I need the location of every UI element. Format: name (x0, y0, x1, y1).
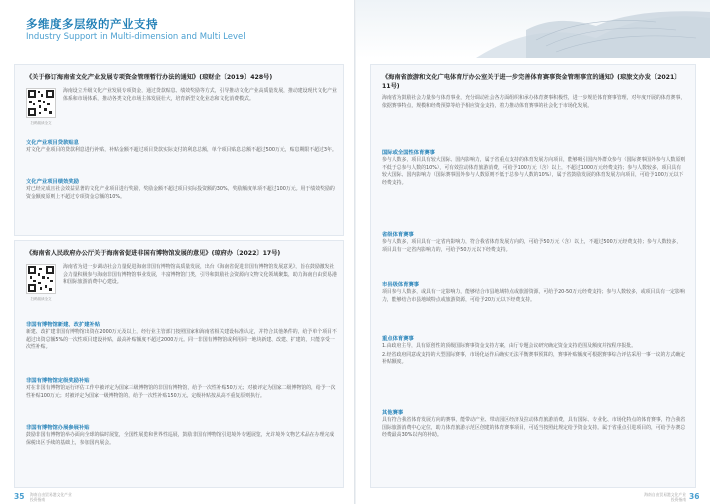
footer-label (626, 492, 686, 502)
section-text-provincial-events: 参与人数多，项目具有一定省内影响力，符合我省体育发展方向的，可给予50万元（含）以上，不超过500万元经费支持；参与人数较多，项目具有一定省内影响力的，可给予50万元以下经费支持。 (382, 239, 682, 253)
qr-caption: 扫码阅读全文 (30, 297, 52, 301)
section-heading-county-events: 市县级体育赛事 (382, 282, 420, 288)
right-page (356, 0, 710, 504)
policy-card-title: 《关于修订海南省文化产业发展专项资金管理暂行办法的通知》(琼财企〔2019〕428号) (26, 74, 273, 81)
section-heading-performance-reward: 文化产业项目绩效奖励 (26, 179, 79, 185)
footer-line: 海南自由贸易港文化产业 (644, 492, 686, 497)
qr-code-icon (26, 88, 56, 118)
section-text-museum-exhibition: 鼓励非国有博物馆举办面向全球的临时展览，全国性展览和世界性巡展，鼓励非国有博物馆引进境外专题展览，允许境外文物艺术品在办理完成保税出区手续的基础上，参加国内展会。 (26, 432, 335, 446)
section-heading-museum-exhibition: 非国有博物馆办展参展补贴 (26, 425, 90, 431)
page-title: 多维度多层级的产业支持 (26, 17, 158, 31)
page-subtitle: Industry Support in Multi-dimension and Multi Level (26, 32, 246, 42)
policy-card-museum (14, 240, 344, 488)
footer-line: 投资指南 (670, 497, 686, 502)
section-text-performance-reward: 对已经完成且社会效益显著的文化产业项目进行奖励，奖励金额不超过项目实际投资额的30%，奖励额度单项不超过100万元。用于绩效奖励的资金额度原则上不超过专项资金总额的10%。 (26, 186, 335, 200)
section-heading-museum-construction: 非国有博物馆新建、改扩建补贴 (26, 322, 101, 328)
footer-line: 海南自由贸易港文化产业 (30, 492, 72, 497)
policy-card-title: 《海南省旅游和文化广电体育厅办公室关于进一步完善体育赛事资金管理事宜的通知》(琼旅文办发〔2021〕11号) (382, 74, 681, 90)
page-number: 36 (689, 492, 700, 501)
section-text-international-events: 参与人数多，项目具有较大国际、国内影响力，属于省重点支持的体育发展方向项目，能够吸引国内外群众参与（国际赛事国外参与人数原则不低于总参与人数的10%），可有效拉动体育旅游消费，可给予100万元（含）以上，不超过1000万元经费支持；参与人数较多，项目具有较大国际、国内影响力（国际赛事国外参与人数原则不低于总参与人数的10%），属于省鼓励发展的体育发展方向项目，可给予100万元以下经费支持。 (382, 157, 686, 186)
section-heading-loan-subsidy: 文化产业项目贷款贴息 (26, 140, 79, 146)
page-number: 35 (14, 492, 25, 501)
footer-line: 投资指南 (30, 497, 46, 502)
policy-intro: 海南省为进一步调动社会力量促进海南非国有博物馆高质量发展，出台《海南省促进非国有博物馆发展意见》，旨在鼓励激发社会力量积极参与海南非国有博物馆事业发展，丰富博物馆门类，引导和鼓励社会资源向文物文化领域聚集，助力海南自由贸易港和国际旅游消费中心建设。 (63, 264, 337, 286)
policy-card-title: 《海南省人民政府办公厅关于海南省促进非国有博物馆发展的意见》(琼府办〔2022〕17号) (26, 250, 281, 257)
section-heading-other-events: 其他赛事 (382, 410, 404, 416)
section-text-loan-subsidy: 对文化产业项目的贷款利息进行补贴，补贴金额不超过项目贷款实际支付的利息总额，单个项目贴息总额不超过500万元，贴息期限不超过3年。 (26, 147, 337, 153)
qr-code-icon (26, 264, 56, 294)
policy-intro: 海南省为鼓励社会力量参与体育事业，充分调动社会各方面组织和承办体育赛事积极性，进一步规范体育赛事管理，对年度开展的体育赛事，依据赛事特点，规模和经费预算等给予相应资金支持，着力推动体育赛事的社会化于市场化发展。 (382, 95, 686, 109)
policy-intro: 海南设立升级文化产业发展专项资金，通过贷款贴息、绩效奖励等方式，引导推动文化产业高质量发展，推动建设现代文化产业体系和市场体系，推动各类文化市场主体发展壮大，培育新型文化业态和文化消费模式。 (63, 88, 337, 102)
section-text-county-events: 项目参与人数多，或具有一定影响力，能够结合市县地域特点或旅游资源，可给予20-50万元经费支持；参与人数较多，或项目具有一定影响力，能够结合市县地域特点或旅游资源，可给予20万元以下经费支持。 (382, 289, 685, 303)
section-text-museum-construction: 新建、改扩建非国有博物馆出资在2000万元及以上，经行业主管部门按照国家和海南省相关建设标准认定，并符合其他条件的，给予单个项目不超过出资总额5%的一次性项目建设补贴，最高补贴额度不超过2000万元。同一非国有博物馆或利用同一地块新建、改建、扩建的，只能享受一次性补贴。 (26, 329, 337, 351)
skyline-illustration (356, 0, 710, 58)
section-heading-key-events: 重点体育赛事 (382, 336, 414, 342)
key-events-list (382, 343, 686, 368)
qr-caption: 扫码阅读全文 (30, 121, 52, 125)
section-text-other-events: 具有符合我省体育发展方向的赛事，能带动产业、带动园区经济及拉动体育旅游消费，具有国际、专业化、市场化特点的体育赛事，符合我省国际旅游消费中心定位，助力体育旅游示范区创建的体育赛事项目，可适当按照此规定给予资金支持。属于省重点引进项目的，可给予办赛总经费最高30%以内的补助。 (382, 417, 686, 439)
policy-card-culture-fund (14, 64, 344, 236)
section-heading-provincial-events: 省级体育赛事 (382, 232, 414, 238)
policy-card-sports (370, 64, 696, 488)
list-item: 1.由政府主导，具有原创性的顶级国际赛事资金支持方案，由厅专题会议研究确定资金支持范围及额度并按程序报批。 (382, 343, 637, 349)
section-heading-museum-grading: 非国有博物馆定级奖励补贴 (26, 378, 90, 384)
footer-label (30, 492, 72, 502)
section-heading-international-events: 国际或全国性体育赛事 (382, 150, 435, 156)
list-item: 2.经省政府同意或支持的大型国际赛事，市场化运作后确实无法平衡赛事预算的，赛事补贴额度可根据赛事综合评估采用一事一议的方式确定补贴额度。 (382, 351, 685, 366)
section-text-museum-grading: 对在非国有博物馆运行评估工作中被评定为国家三级博物馆的非国有博物馆，给予一次性补贴50万元；对被评定为国家二级博物馆的，给予一次性补贴100万元；对被评定为国家一级博物馆的，给予一次性补贴150万元。定级补贴按从高不重复原则执行。 (26, 385, 336, 399)
